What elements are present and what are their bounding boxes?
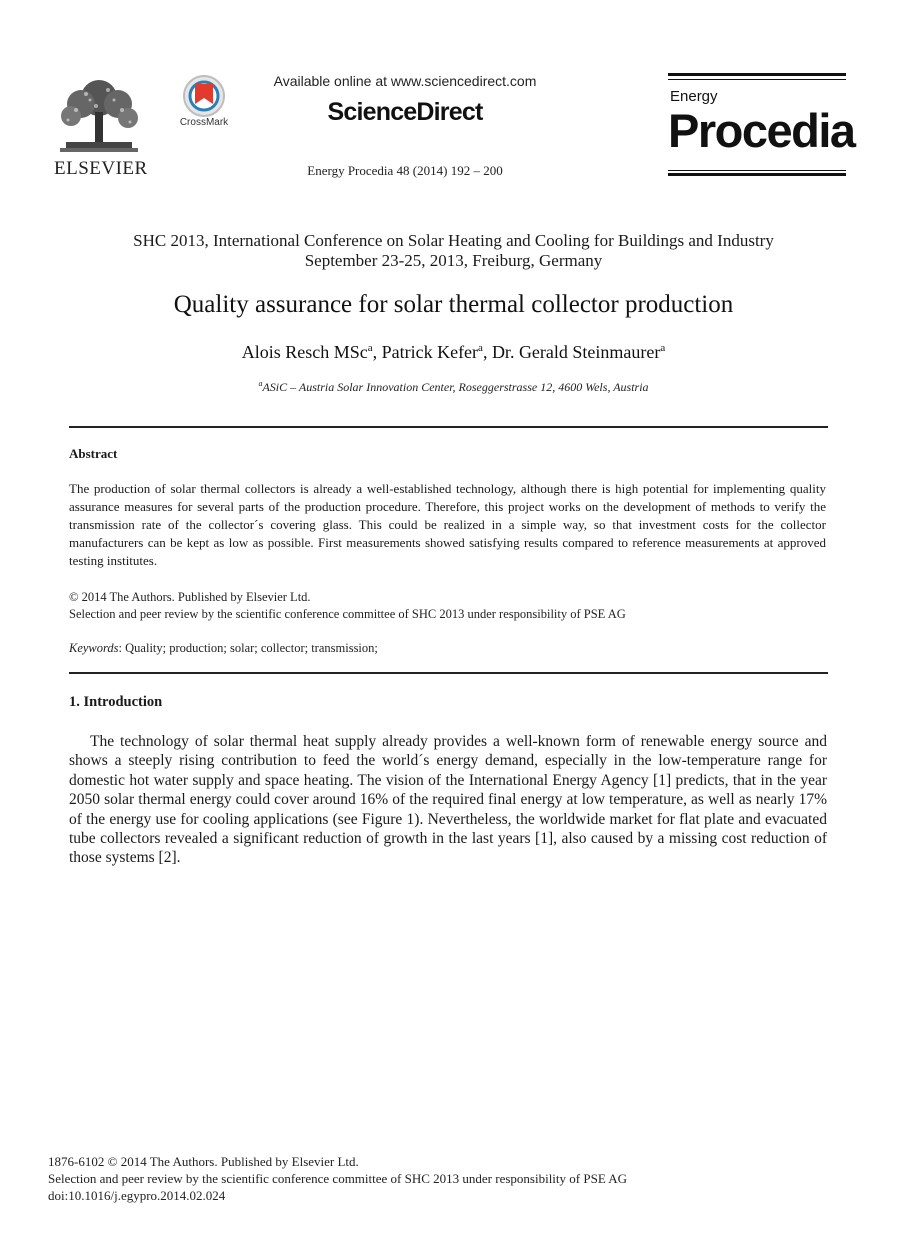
author-name: Alois Resch MSc: [241, 342, 368, 362]
author-affil-mark: a: [478, 342, 483, 354]
footer-issn: 1876-6102 © 2014 The Authors. Published by Elsevier Ltd.: [48, 1154, 359, 1169]
divider-top: [69, 426, 828, 428]
logo-rule-bottom-thin: [668, 170, 846, 171]
journal-small-title: Energy: [670, 88, 718, 105]
crossmark-badge[interactable]: [176, 74, 232, 134]
logo-rule-top-thin: [668, 79, 846, 80]
paper-title: Quality assurance for solar thermal collector production: [173, 291, 734, 318]
crossmark-label: CrossMark: [179, 117, 229, 128]
conference-line-2: September 23-25, 2013, Freiburg, Germany: [304, 251, 603, 270]
introduction-body: The technology of solar thermal heat supply already provides a well-known form of renewable energy source and shows a steeply rising contribution to feed the world´s energy demand, especially in the low-temperature range for domestic hot water supply and space heating. The vision of the International Energy Agency [1] predicts, that in the year 2050 solar thermal energy could cover around 16% of the required final energy at low temperature, as well as nearly 17% of the energy use for cooling applications (see Figure 1). Nevertheless, the worldwide market for flat plate and evacuated tube collectors revealed a significant reduction of growth in the last years [1], also caused by a missing cost reduction of those systems [2].: [69, 733, 827, 867]
crossmark-icon: [176, 74, 232, 118]
abstract-body: The production of solar thermal collectors is already a well-established technology, although there is high potential for implementing quality assurance measures for several parts of the production procedure. Therefore, this project works on the development of methods to verify the transmission rate of the collector´s covering glass. This could be realized in a simple way, so that investment costs for the collector manufacturers can be kept as low as possible. First measurements showed satisfying results compared to reference measurements at approved testing institutes.: [69, 481, 826, 568]
author-affil-mark: a: [367, 342, 373, 354]
affiliation-mark: a: [258, 379, 263, 388]
footer-review: Selection and peer review by the scientific conference committee of SHC 2013 under responsibility of PSE AG: [48, 1171, 628, 1186]
author-name: Patrick Kefer: [381, 342, 479, 362]
author-name: Dr. Gerald Steinmaurer: [491, 342, 661, 362]
logo-rule-top: [668, 73, 846, 76]
journal-reference: Energy Procedia 48 (2014) 192 – 200: [307, 163, 503, 178]
elsevier-wordmark: ELSEVIER: [54, 158, 148, 179]
affiliation: [40, 379, 867, 395]
elsevier-tree-icon: [56, 76, 142, 156]
abstract-heading: Abstract: [69, 446, 118, 461]
sciencedirect-logo: ScienceDirect: [327, 98, 483, 126]
affiliation-text: ASiC – Austria Solar Innovation Center, Roseggerstrasse 12, 4600 Wels, Austria: [262, 380, 649, 394]
section-heading: 1. Introduction: [69, 694, 163, 710]
peer-review-line: Selection and peer review by the scientific conference committee of SHC 2013 under responsibility of PSE AG: [69, 607, 626, 621]
keywords-list: : Quality; production; solar; collector; transmission;: [118, 641, 378, 655]
logo-rule-bottom: [668, 173, 846, 176]
journal-big-title: Procedia: [668, 104, 855, 157]
available-online[interactable]: Available online at www.sciencedirect.com: [273, 73, 537, 89]
author-list: Alois Resch MSc$^a$, Patrick Kefer$^a$, Dr. Gerald Steinmaurer$^a$: [241, 342, 666, 362]
keywords: [69, 641, 378, 656]
energy-procedia-logo: [668, 73, 855, 177]
elsevier-logo: [54, 76, 148, 179]
copyright-line: © 2014 The Authors. Published by Elsevier Ltd.: [69, 590, 311, 604]
divider-bottom: [69, 672, 828, 674]
conference-line-1: SHC 2013, International Conference on Solar Heating and Cooling for Buildings and Industry: [133, 231, 774, 250]
author-affil-mark: a: [660, 342, 666, 354]
footer-doi[interactable]: doi:10.1016/j.egypro.2014.02.024: [48, 1188, 226, 1203]
keywords-label: Keywords: [69, 641, 119, 655]
